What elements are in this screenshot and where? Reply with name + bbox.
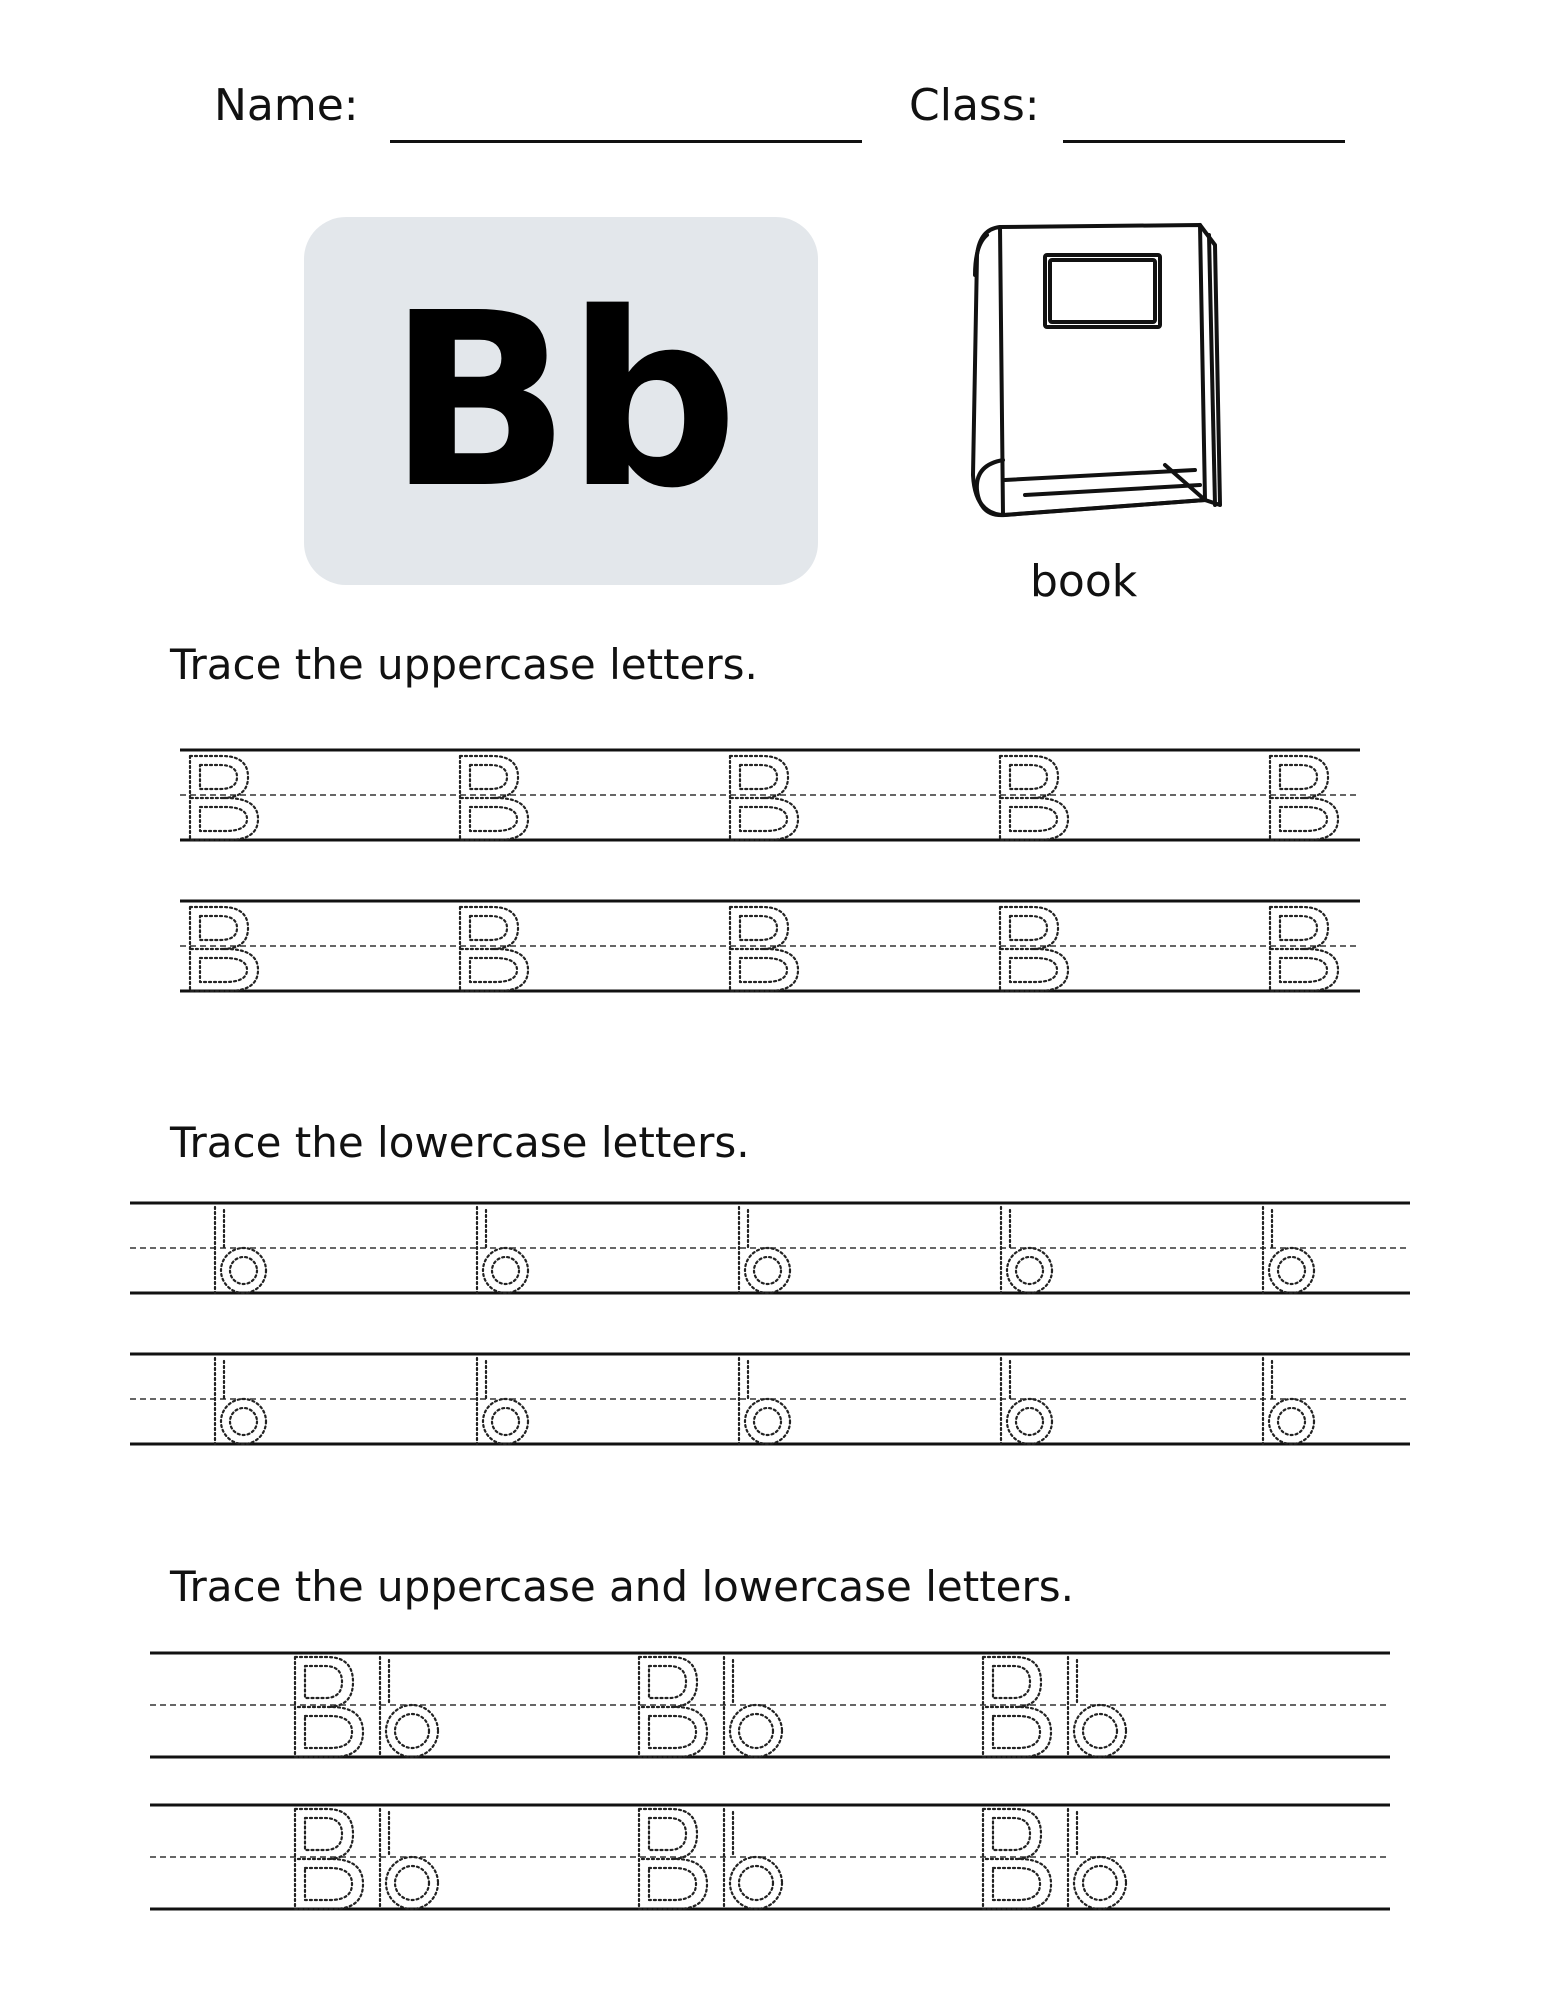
trace-glyph-b — [215, 1358, 266, 1444]
trace-glyph-b — [724, 1809, 782, 1909]
trace-glyph-b — [1001, 1207, 1052, 1293]
instruction-uppercase: Trace the uppercase letters. — [170, 640, 758, 689]
picture-word: book — [1030, 556, 1138, 607]
trace-glyph-b — [477, 1358, 528, 1444]
lowercase-tracing-area[interactable] — [130, 1195, 1410, 1475]
trace-glyph-b — [739, 1207, 790, 1293]
class-label: Class: — [909, 80, 1040, 131]
name-field[interactable] — [390, 140, 862, 143]
trace-glyph-b — [1068, 1657, 1126, 1757]
instruction-mixed: Trace the uppercase and lowercase letters. — [170, 1562, 1075, 1611]
trace-glyph-B — [460, 907, 528, 991]
trace-glyph-B — [639, 1657, 707, 1757]
trace-glyph-B — [1000, 756, 1068, 840]
mixed-tracing-area[interactable] — [150, 1645, 1390, 1935]
trace-glyph-b — [477, 1207, 528, 1293]
trace-glyph-B — [295, 1809, 363, 1909]
instruction-lowercase: Trace the lowercase letters. — [170, 1118, 750, 1167]
trace-glyph-B — [295, 1657, 363, 1757]
trace-glyph-B — [983, 1809, 1051, 1909]
trace-glyph-b — [380, 1657, 438, 1757]
trace-glyph-B — [1270, 756, 1338, 840]
trace-glyph-B — [983, 1657, 1051, 1757]
trace-glyph-B — [460, 756, 528, 840]
trace-glyph-B — [730, 907, 798, 991]
trace-glyph-B — [730, 756, 798, 840]
featured-letters: Bb — [387, 261, 735, 541]
trace-glyph-b — [380, 1809, 438, 1909]
class-field[interactable] — [1063, 140, 1345, 143]
trace-glyph-b — [739, 1358, 790, 1444]
trace-glyph-B — [1270, 907, 1338, 991]
trace-glyph-b — [1001, 1358, 1052, 1444]
trace-glyph-B — [1000, 907, 1068, 991]
trace-glyph-b — [1263, 1207, 1314, 1293]
trace-glyph-B — [190, 907, 258, 991]
letter-card — [304, 217, 818, 585]
book-icon — [965, 215, 1255, 525]
trace-glyph-B — [190, 756, 258, 840]
uppercase-tracing-area[interactable] — [180, 740, 1360, 1020]
trace-glyph-b — [1263, 1358, 1314, 1444]
trace-glyph-B — [639, 1809, 707, 1909]
trace-glyph-b — [724, 1657, 782, 1757]
trace-glyph-b — [215, 1207, 266, 1293]
trace-glyph-b — [1068, 1809, 1126, 1909]
name-label: Name: — [214, 80, 359, 131]
